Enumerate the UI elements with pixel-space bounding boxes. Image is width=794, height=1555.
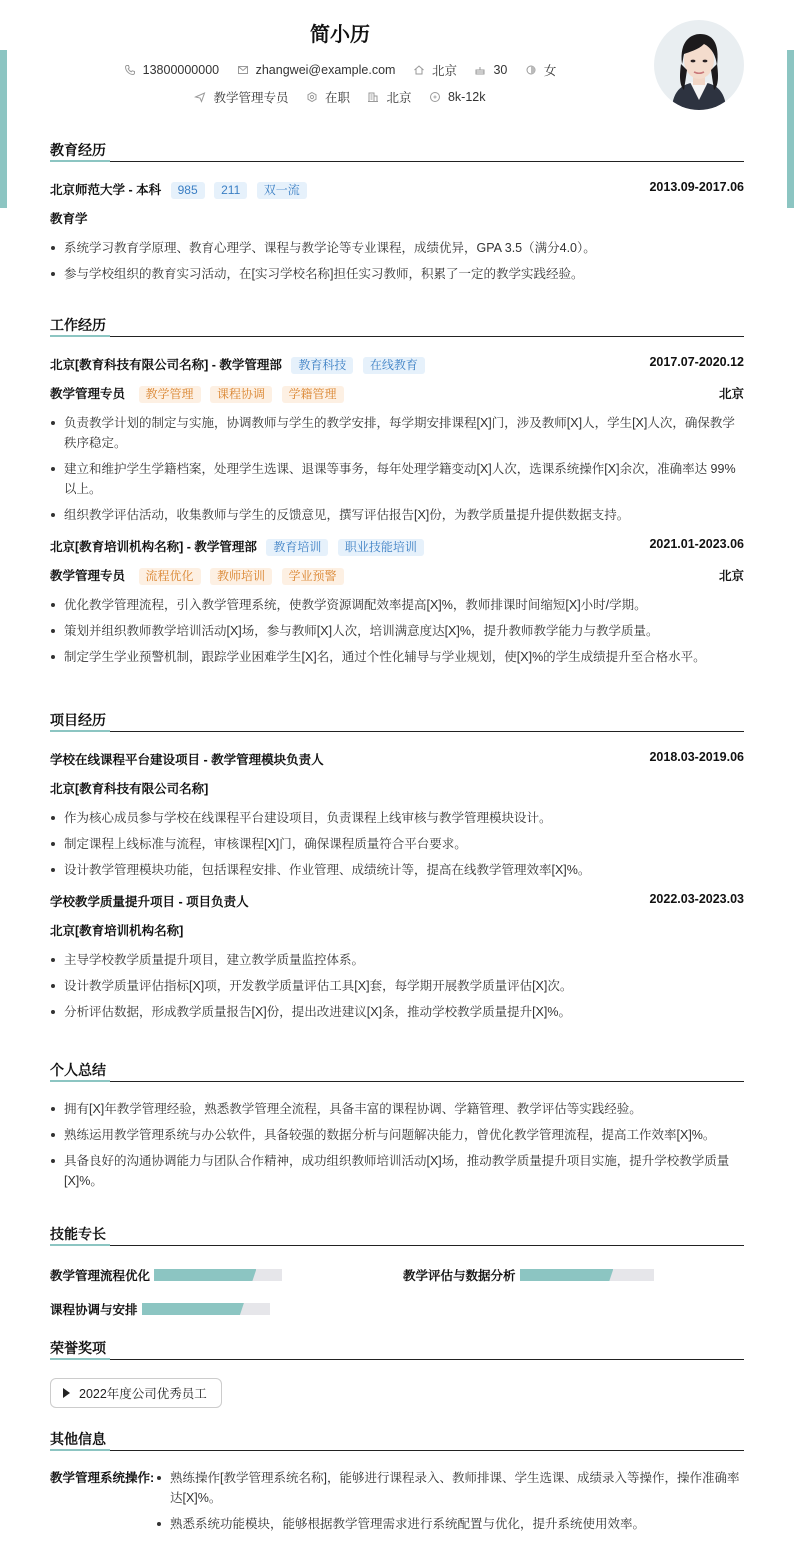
- work-header-row: [50, 537, 744, 557]
- work-location: 北京: [718, 569, 744, 583]
- award-text: 2022年度公司优秀员工: [79, 1387, 207, 1401]
- avatar: [654, 20, 744, 110]
- summary-section: [50, 1060, 744, 1197]
- work-header-row: [50, 355, 744, 375]
- project-org: 北京[教育培训机构名称]: [50, 924, 184, 938]
- salary-item: [429, 90, 486, 104]
- email-item: [237, 63, 396, 77]
- list-item: 分析评估数据，形成教学质量报告[X]份，提出改进建议[X]条，推动学校教学质量提升[X]%。: [50, 1002, 744, 1022]
- work-bullets: [50, 595, 744, 667]
- age-text: 30: [493, 63, 508, 77]
- role-tag: 教学管理: [139, 386, 201, 403]
- section-title: 个人总结: [50, 1060, 744, 1082]
- skill-item: [403, 1266, 654, 1284]
- project-period: 2022.03-2023.03: [649, 892, 744, 906]
- salary-text: 8k-12k: [447, 90, 486, 104]
- company-name: 北京[教育培训机构名称] - 教学管理部: [50, 540, 257, 554]
- list-item: 设计教学质量评估指标[X]项，开发教学质量评估工具[X]套，每学期开展教学质量评估[X]次。: [50, 976, 744, 996]
- play-icon: [63, 1388, 70, 1398]
- education-header-row: [50, 180, 744, 200]
- company-tag: 教育科技: [291, 357, 353, 374]
- role-name: 教学管理专员: [50, 569, 126, 583]
- list-item: 制定学生学业预警机制，跟踪学业困难学生[X]名，通过个性化辅导与学业规划，使[X]%的学生成绩提升至合格水平。: [50, 647, 744, 667]
- contact-row: [0, 61, 680, 79]
- home-icon: [413, 64, 425, 76]
- coin-icon: [429, 91, 441, 103]
- mail-icon: [237, 64, 249, 76]
- school-tag: 985: [171, 182, 205, 199]
- other-label: 教学管理系统操作:: [50, 1471, 155, 1485]
- other-section: [50, 1429, 744, 1540]
- section-title: 其他信息: [50, 1429, 744, 1451]
- work-section: [50, 315, 744, 673]
- school-tag: 双一流: [257, 182, 307, 199]
- list-item: 策划并组织教师教学培训活动[X]场，参与教师[X]人次，培训满意度达[X]%，提升教师教学能力与教学质量。: [50, 621, 744, 641]
- role-tag: 学业预警: [282, 568, 344, 585]
- list-item: 熟悉系统功能模块，能够根据教学管理需求进行系统配置与优化，提升系统使用效率。: [156, 1514, 744, 1534]
- phone-icon: [124, 64, 136, 76]
- work-period: 2021.01-2023.06: [649, 537, 744, 551]
- skills-section: [50, 1224, 744, 1324]
- company-tag: 职业技能培训: [338, 539, 424, 556]
- list-item: 作为核心成员参与学校在线课程平台建设项目，负责课程上线审核与教学管理模块设计。: [50, 808, 744, 828]
- project-org: 北京[教育科技有限公司名称]: [50, 782, 209, 796]
- city-text: 北京: [431, 64, 457, 78]
- list-item: 负责教学计划的制定与实施，协调教师与学生的教学安排，每学期安排课程[X]门，涉及教师[X]人，学生[X]人次，确保教学秩序稳定。: [50, 413, 744, 453]
- section-title: 工作经历: [50, 315, 744, 337]
- honors-section: [50, 1338, 744, 1408]
- list-item: 制定课程上线标准与流程，审核课程[X]门，确保课程质量符合平台要求。: [50, 834, 744, 854]
- company-name: 北京[教育科技有限公司名称] - 教学管理部: [50, 358, 282, 372]
- age-item: [474, 63, 507, 77]
- role-tag: 教师培训: [210, 568, 272, 585]
- list-item: 设计教学管理模块功能，包括课程安排、作业管理、成绩统计等，提高在线教学管理效率[X]%。: [50, 860, 744, 880]
- honors-list: [50, 1378, 744, 1408]
- list-item: 系统学习教育学原理、教育心理学、课程与教学论等专业课程，成绩优异，GPA 3.5（满分4.0）。: [50, 238, 744, 258]
- list-item: 组织教学评估活动，收集教师与学生的反馈意见，撰写评估报告[X]份，为教学质量提升提供数据支持。: [50, 505, 744, 525]
- project-bullets: [50, 950, 744, 1022]
- target-city-item: [367, 88, 411, 106]
- list-item: 参与学校组织的教育实习活动，在[实习学校名称]担任实习教师，积累了一定的教学实践经验。: [50, 264, 744, 284]
- skill-bar: [520, 1269, 654, 1281]
- company-tag: 教育培训: [266, 539, 328, 556]
- skill-bar: [154, 1269, 282, 1281]
- building-icon: [367, 91, 379, 103]
- role-row: [50, 384, 744, 404]
- project-name: 学校教学质量提升项目 - 项目负责人: [50, 895, 249, 909]
- skill-name: 课程协调与安排: [50, 1303, 138, 1317]
- project-section: [50, 710, 744, 1028]
- school-name: 北京师范大学 - 本科: [50, 183, 162, 197]
- settings-icon: [306, 91, 318, 103]
- education-section: [50, 140, 744, 290]
- city-item: [413, 61, 457, 79]
- gender-item: [525, 61, 557, 79]
- list-item: 熟练操作[教学管理系统名称]，能够进行课程录入、教师排课、学生选课、成绩录入等操作，操作准确率达[X]%。: [156, 1468, 744, 1508]
- role-tag: 流程优化: [139, 568, 201, 585]
- project-header-row: [50, 892, 744, 912]
- other-bullets: [156, 1468, 744, 1534]
- role-tag: 课程协调: [210, 386, 272, 403]
- job-intent-row: [0, 88, 680, 106]
- skill-name: 教学管理流程优化: [50, 1269, 151, 1283]
- gender-icon: [525, 64, 537, 76]
- skill-item: [50, 1266, 282, 1284]
- award-item[interactable]: [50, 1378, 222, 1408]
- section-title: 教育经历: [50, 140, 744, 162]
- skill-bar: [142, 1303, 270, 1315]
- role-tag: 学籍管理: [282, 386, 344, 403]
- work-bullets: [50, 413, 744, 525]
- phone-item: [124, 63, 219, 77]
- list-item: 熟练运用教学管理系统与办公软件，具备较强的数据分析与问题解决能力，曾优化教学管理流程，提高工作效率[X]%。: [50, 1125, 744, 1145]
- work-location: 北京: [718, 387, 744, 401]
- project-header-row: [50, 750, 744, 770]
- other-info-block: [50, 1468, 744, 1534]
- avatar-portrait: [654, 20, 744, 110]
- skill-bar-fill: [154, 1269, 256, 1281]
- send-icon: [194, 91, 206, 103]
- target-city-text: 北京: [386, 91, 412, 105]
- status-text: 在职: [324, 91, 350, 105]
- education-bullets: [50, 238, 744, 284]
- gender-text: 女: [543, 64, 557, 78]
- cake-icon: [474, 64, 486, 76]
- project-name: 学校在线课程平台建设项目 - 教学管理模块负责人: [50, 753, 324, 767]
- work-period: 2017.07-2020.12: [649, 355, 744, 369]
- skill-bar-fill: [142, 1303, 244, 1315]
- skill-name: 教学评估与数据分析: [403, 1269, 516, 1283]
- major-name: 教育学: [50, 212, 88, 226]
- major-row: [50, 209, 744, 229]
- project-period: 2018.03-2019.06: [649, 750, 744, 764]
- email-text: zhangwei@example.com: [255, 63, 396, 77]
- project-org-row: [50, 921, 744, 941]
- summary-bullets: [50, 1099, 744, 1191]
- company-tag: 在线教育: [363, 357, 425, 374]
- role-row: [50, 566, 744, 586]
- list-item: 拥有[X]年教学管理经验，熟悉教学管理全流程，具备丰富的课程协调、学籍管理、教学评估等实践经验。: [50, 1099, 744, 1119]
- status-item: [306, 88, 350, 106]
- school-tag: 211: [214, 182, 247, 199]
- role-name: 教学管理专员: [50, 387, 126, 401]
- resume-header: [0, 0, 794, 130]
- list-item: 具备良好的沟通协调能力与团队合作精神，成功组织教师培训活动[X]场，推动教学质量提升项目实施，提升学校教学质量[X]%。: [50, 1151, 744, 1191]
- list-item: 优化教学管理流程，引入教学管理系统，使教学资源调配效率提高[X]%，教师排课时间缩短[X]小时/学期。: [50, 595, 744, 615]
- list-item: 主导学校教学质量提升项目，建立教学质量监控体系。: [50, 950, 744, 970]
- skill-item: [50, 1300, 270, 1318]
- list-item: 建立和维护学生学籍档案，处理学生选课、退课等事务，每年处理学籍变动[X]人次，选课系统操作[X]余次，准确率达 99%以上。: [50, 459, 744, 499]
- position-item: [194, 88, 288, 106]
- phone-text: 13800000000: [142, 63, 220, 77]
- section-title: 项目经历: [50, 710, 744, 732]
- position-text: 教学管理专员: [213, 91, 289, 105]
- section-title: 荣誉奖项: [50, 1338, 744, 1360]
- section-title: 技能专长: [50, 1224, 744, 1246]
- project-bullets: [50, 808, 744, 880]
- skill-bar-fill: [520, 1269, 614, 1281]
- project-org-row: [50, 779, 744, 799]
- candidate-name: 简小历: [310, 24, 370, 46]
- education-period: 2013.09-2017.06: [649, 180, 744, 194]
